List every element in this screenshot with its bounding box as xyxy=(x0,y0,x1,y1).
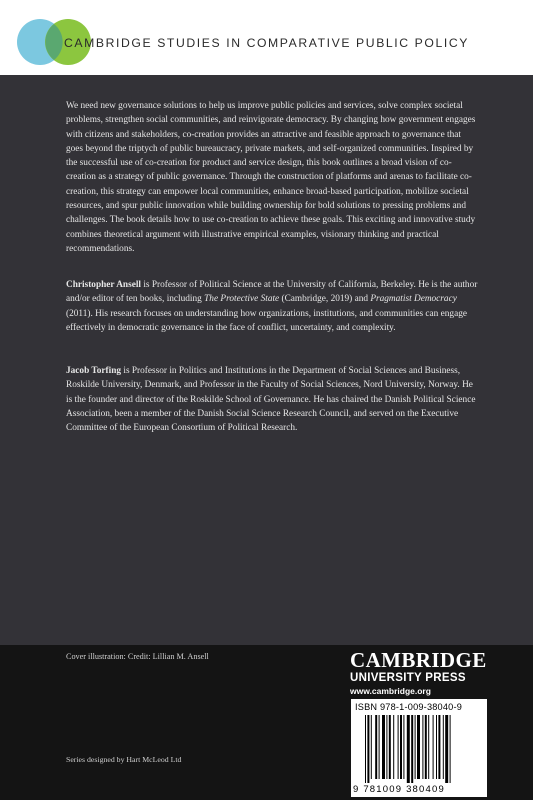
author-name: Christopher Ansell xyxy=(66,280,141,290)
series-header xyxy=(0,0,533,75)
bio-text: is Professor in Politics and Institutions in the Department of Social Sciences and Business, Roskilde University, Denmark, and Professor in the Faculty of Social Sciences, Nord University, Norway. He is the founder and director of the Roskilde School of Governance. He has chaired the Danish Political Science Association, been a member of the Danish Social Science Research Council, and served on the Executive Committee of the European Consortium of Political Research. xyxy=(66,366,476,434)
series-title: CAMBRIDGE STUDIES IN COMPARATIVE PUBLIC POLICY xyxy=(64,36,469,50)
cover-illustration-credit: Cover illustration: Credit: Lillian M. Ansell xyxy=(66,652,209,661)
publisher-name: CAMBRIDGE xyxy=(350,648,487,672)
isbn-barcode xyxy=(351,699,487,797)
book-title: Pragmatist Democracy xyxy=(370,294,457,305)
barcode-icon xyxy=(365,715,479,783)
back-cover-text-panel xyxy=(0,75,533,645)
back-cover-footer xyxy=(0,645,533,800)
publisher-website: www.cambridge.org xyxy=(350,686,431,696)
bio-text: (Cambridge, 2019) and xyxy=(279,294,371,305)
series-design-credit: Series designed by Hart McLeod Ltd xyxy=(66,755,182,764)
author-bio-torfing xyxy=(66,364,480,435)
publisher-logo xyxy=(350,649,490,697)
bio-text: is Professor of Political Science at the University of California, Berkeley. He is the author and/or editor of ten books, including xyxy=(66,280,478,305)
barcode-digits: 9 781009 380409 xyxy=(353,784,445,795)
bio-text: (2011). His research focuses on understanding how organizations, institutions, and communities can engage effectively in democratic governance in the face of conflict, uncertainty, and complexity. xyxy=(66,308,467,333)
book-title: The Protective State xyxy=(204,294,280,305)
author-bio-ansell xyxy=(66,278,480,335)
book-description xyxy=(66,99,480,256)
isbn-number: ISBN 978-1-009-38040-9 xyxy=(355,702,463,712)
description-paragraph: We need new governance solutions to help us improve public policies and services, solve complex societal problems, strengthen social communities, and reinvigorate democracy. By changing how government engages with citizens and stakeholders, co-creation provides an attractive and feasible approach to governance that goes beyond the triptych of public bureaucracy, private markets, and self-organized communities. Inspired by the successful use of co-creation for product and service design, this book outlines a broad vision of co-creation as a strategy of public governance. Through the construction of platforms and arenas to facilitate co-creation, this strategy can empower local communities, enhance broad-based participation, mobilize societal resources, and spur public innovation while building ownership for bold solutions to pressing problems and challenges. The book details how to use co-creation to achieve these goals. This exciting and innovative study combines theoretical argument with illustrative empirical examples, visionary thinking and practical recommendations. xyxy=(66,101,476,254)
publisher-press: UNIVERSITY PRESS xyxy=(350,672,466,684)
author-name: Jacob Torfing xyxy=(66,366,122,376)
